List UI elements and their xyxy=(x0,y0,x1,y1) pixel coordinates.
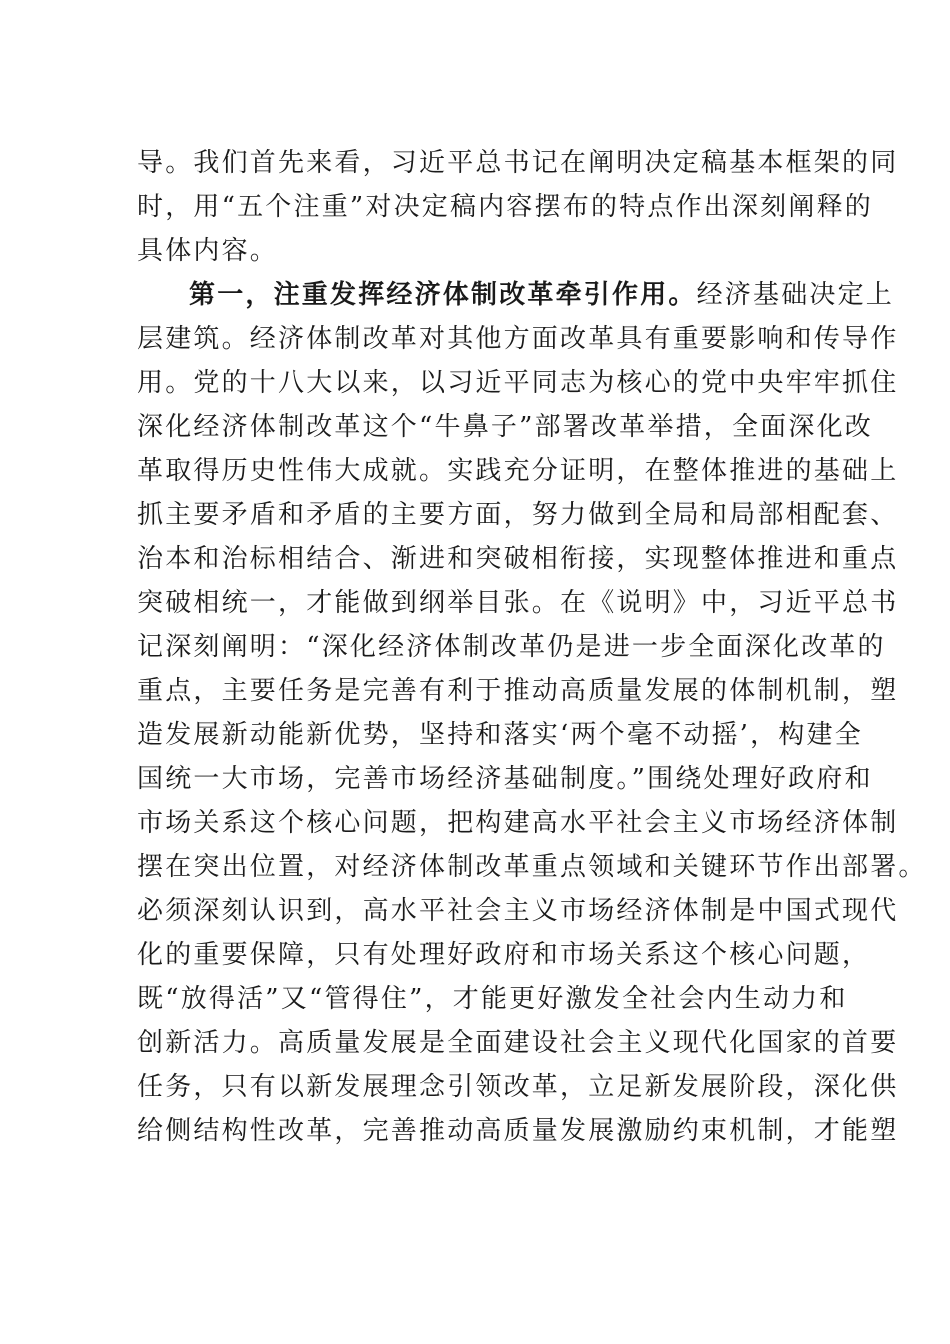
text-line: 用。党的十八大以来，以习近平同志为核心的党中央牢牢抓住 xyxy=(137,368,899,398)
text-line: 市场关系这个核心问题，把构建高水平社会主义市场经济体制 xyxy=(137,808,899,838)
section-heading: 第一，注重发挥经济体制改革牵引作用。 xyxy=(189,280,697,310)
text-line: 给侧结构性改革，完善推动高质量发展激励约束机制，才能塑 xyxy=(137,1116,899,1146)
text-line: 任务，只有以新发展理念引领改革，立足新发展阶段，深化供 xyxy=(137,1072,899,1102)
text-line: 时，用“五个注重”对决定稿内容摆布的特点作出深刻阐释的 xyxy=(137,192,873,222)
text-line: 既“放得活”又“管得住”，才能更好激发全社会内生动力和 xyxy=(137,984,848,1014)
text-line: 革取得历史性伟大成就。实践充分证明，在整体推进的基础上 xyxy=(137,456,899,486)
text-line: 造发展新动能新优势，坚持和落实‘两个毫不动摇’，构建全 xyxy=(137,720,863,750)
text-line: 记深刻阐明：“深化经济体制改革仍是进一步全面深化改革的 xyxy=(137,632,886,662)
body-text xyxy=(137,141,927,1153)
section-first-line xyxy=(137,273,895,317)
text-line: 创新活力。高质量发展是全面建设社会主义现代化国家的首要 xyxy=(137,1028,899,1058)
text-line: 摆在突出位置，对经济体制改革重点领域和关键环节作出部署。 xyxy=(137,852,927,882)
text-line: 具体内容。 xyxy=(137,236,279,266)
text-line: 层建筑。经济体制改革对其他方面改革具有重要影响和传导作 xyxy=(137,324,899,354)
text-line: 导。我们首先来看，习近平总书记在阐明决定稿基本框架的同 xyxy=(137,148,899,178)
text-line: 国统一大市场，完善市场经济基础制度。”围绕处理好政府和 xyxy=(137,764,873,794)
section-first-line-text: 经济基础决定上 xyxy=(696,280,895,310)
text-line: 化的重要保障，只有处理好政府和市场关系这个核心问题， xyxy=(137,940,871,970)
text-line: 深化经济体制改革这个“牛鼻子”部署改革举措，全面深化改 xyxy=(137,412,873,442)
text-line: 突破相统一，才能做到纲举目张。在《说明》中，习近平总书 xyxy=(137,588,899,618)
text-line: 抓主要矛盾和矛盾的主要方面，努力做到全局和局部相配套、 xyxy=(137,500,899,530)
text-line: 治本和治标相结合、渐进和突破相衔接，实现整体推进和重点 xyxy=(137,544,899,574)
text-line: 必须深刻认识到，高水平社会主义市场经济体制是中国式现代 xyxy=(137,896,899,926)
text-line: 重点，主要任务是完善有利于推动高质量发展的体制机制，塑 xyxy=(137,676,899,706)
